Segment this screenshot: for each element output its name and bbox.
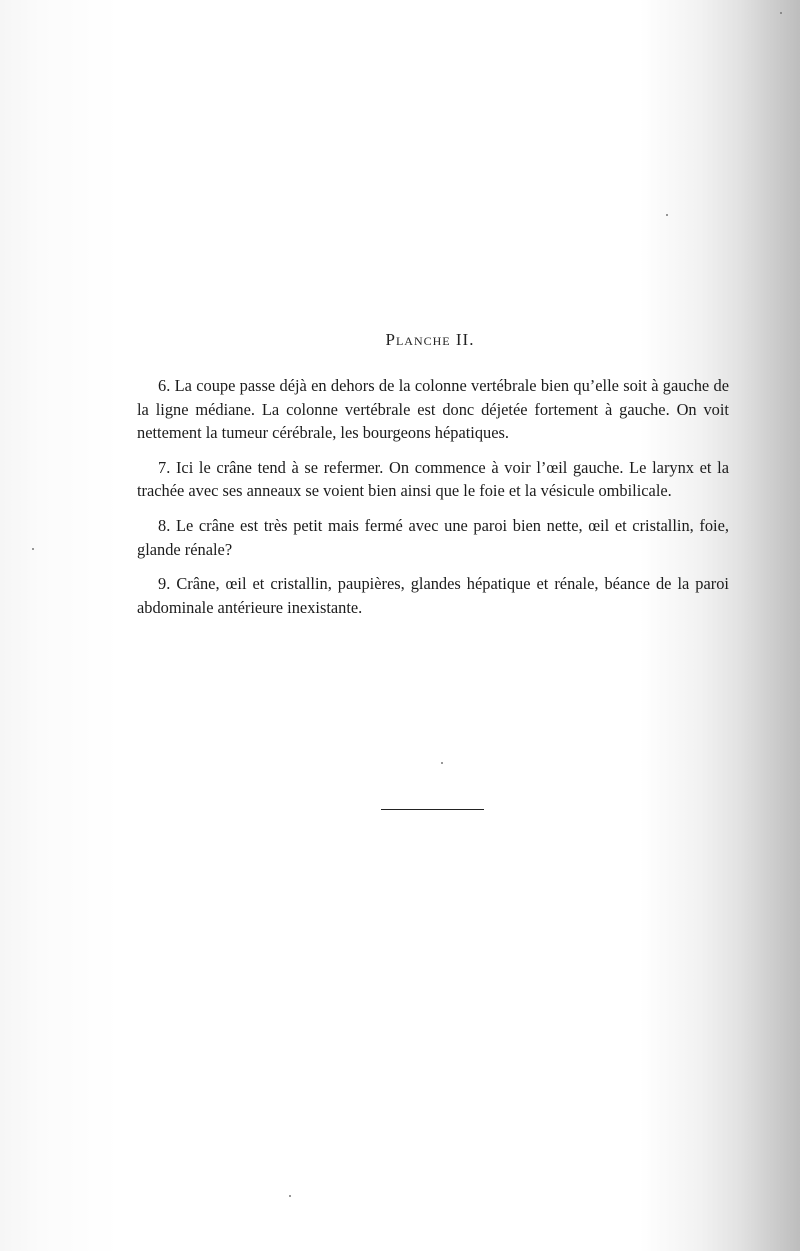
paper-speck (441, 762, 443, 764)
legend-item-6 (137, 374, 729, 445)
paper-speck (780, 12, 782, 14)
legend-number: 8. (158, 515, 171, 535)
legend-text: Le crâne est très petit mais fermé avec une paroi bien nette, œil et cristallin, foie, glande rénale? (137, 515, 729, 559)
legend-text: Ici le crâne tend à se refermer. On commence à voir l’œil gauche. Le larynx et la trachée avec ses anneaux se voient bien ainsi que le foie et la vésicule ombilicale. (137, 457, 729, 501)
plate-title: Planche II. (385, 330, 475, 349)
plate-legend (137, 374, 729, 630)
legend-number: 7. (158, 457, 171, 477)
legend-text: Crâne, œil et cristallin, paupières, glandes hépatique et rénale, béance de la paroi abdominale antérieure inexistante. (137, 574, 729, 617)
legend-item-9 (137, 572, 729, 619)
closing-rule (381, 809, 484, 810)
legend-item-8 (137, 514, 729, 561)
legend-number: 6. (158, 376, 171, 395)
paper-speck (666, 214, 668, 216)
legend-item-7 (137, 456, 729, 503)
legend-number: 9. (158, 574, 171, 594)
paper-speck (289, 1195, 291, 1197)
legend-text: La coupe passe déjà en dehors de la colonne vertébrale bien qu’elle soit à gauche de la ligne médiane. La colonne vertébrale est donc déjetée fortement à gauche. On voit nettement la tumeur cérébrale, les bourgeons hépatiques. (137, 376, 729, 443)
paper-speck (32, 548, 34, 550)
